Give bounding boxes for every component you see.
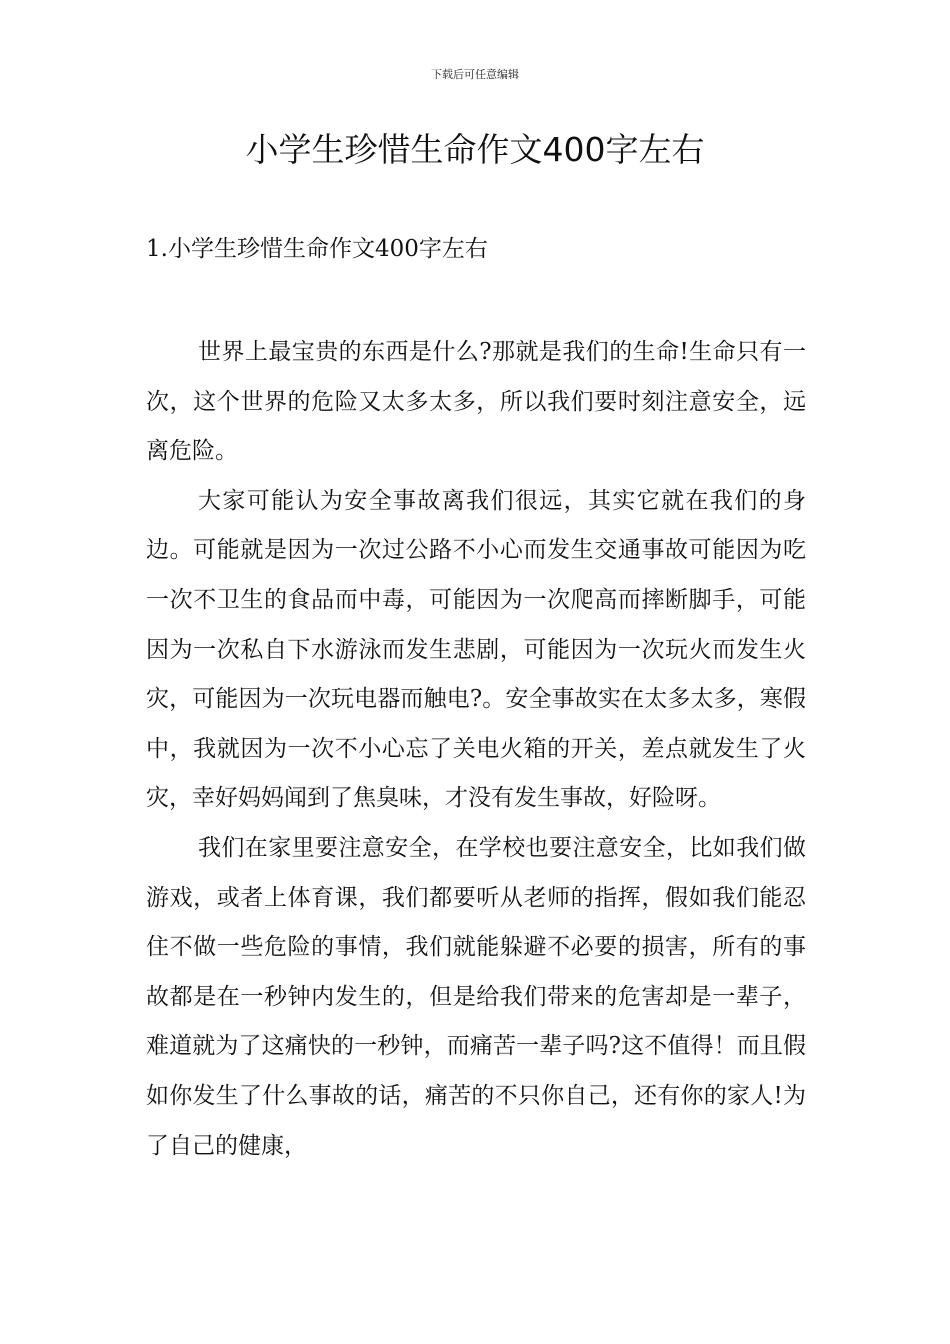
header-note: 下载后可任意编辑 [431,68,519,81]
section-heading: 1.小学生珍惜生命作文400字左右 [146,236,488,262]
essay-body [146,328,806,1171]
paragraph-2: 大家可能认为安全事故离我们很远，其实它就在我们的身边。可能就是因为一次过公路不小心而发生交通事故可能因为吃一次不卫生的食品而中毒，可能因为一次爬高而摔断脚手，可能因为一次私自下水游泳而发生悲剧，可能因为一次玩火而发生火灾，可能因为一次玩电器而触电?。安全事故实在太多太多，寒假中，我就因为一次不小心忘了关电火箱的开关，差点就发生了火灾，幸好妈妈闻到了焦臭味，才没有发生事故，好险呀。 [146,487,806,812]
document-title: 小学生珍惜生命作文400字左右 [245,130,705,169]
paragraph-1: 世界上最宝贵的东西是什么?那就是我们的生命!生命只有一次，这个世界的危险又太多太多，所以我们要时刻注意安全，远离危险。 [146,339,806,465]
paragraph-3: 我们在家里要注意安全，在学校也要注意安全，比如我们做游戏，或者上体育课，我们都要听从老师的指挥，假如我们能忍住不做一些危险的事情，我们就能躲避不必要的损害，所有的事故都是在一秒钟内发生的，但是给我们带来的危害却是一辈子，难道就为了这痛快的一秒钟，而痛苦一辈子吗?这不值得！而且假如你发生了什么事故的话，痛苦的不只你自己，还有你的家人!为了自己的健康， [146,834,806,1159]
